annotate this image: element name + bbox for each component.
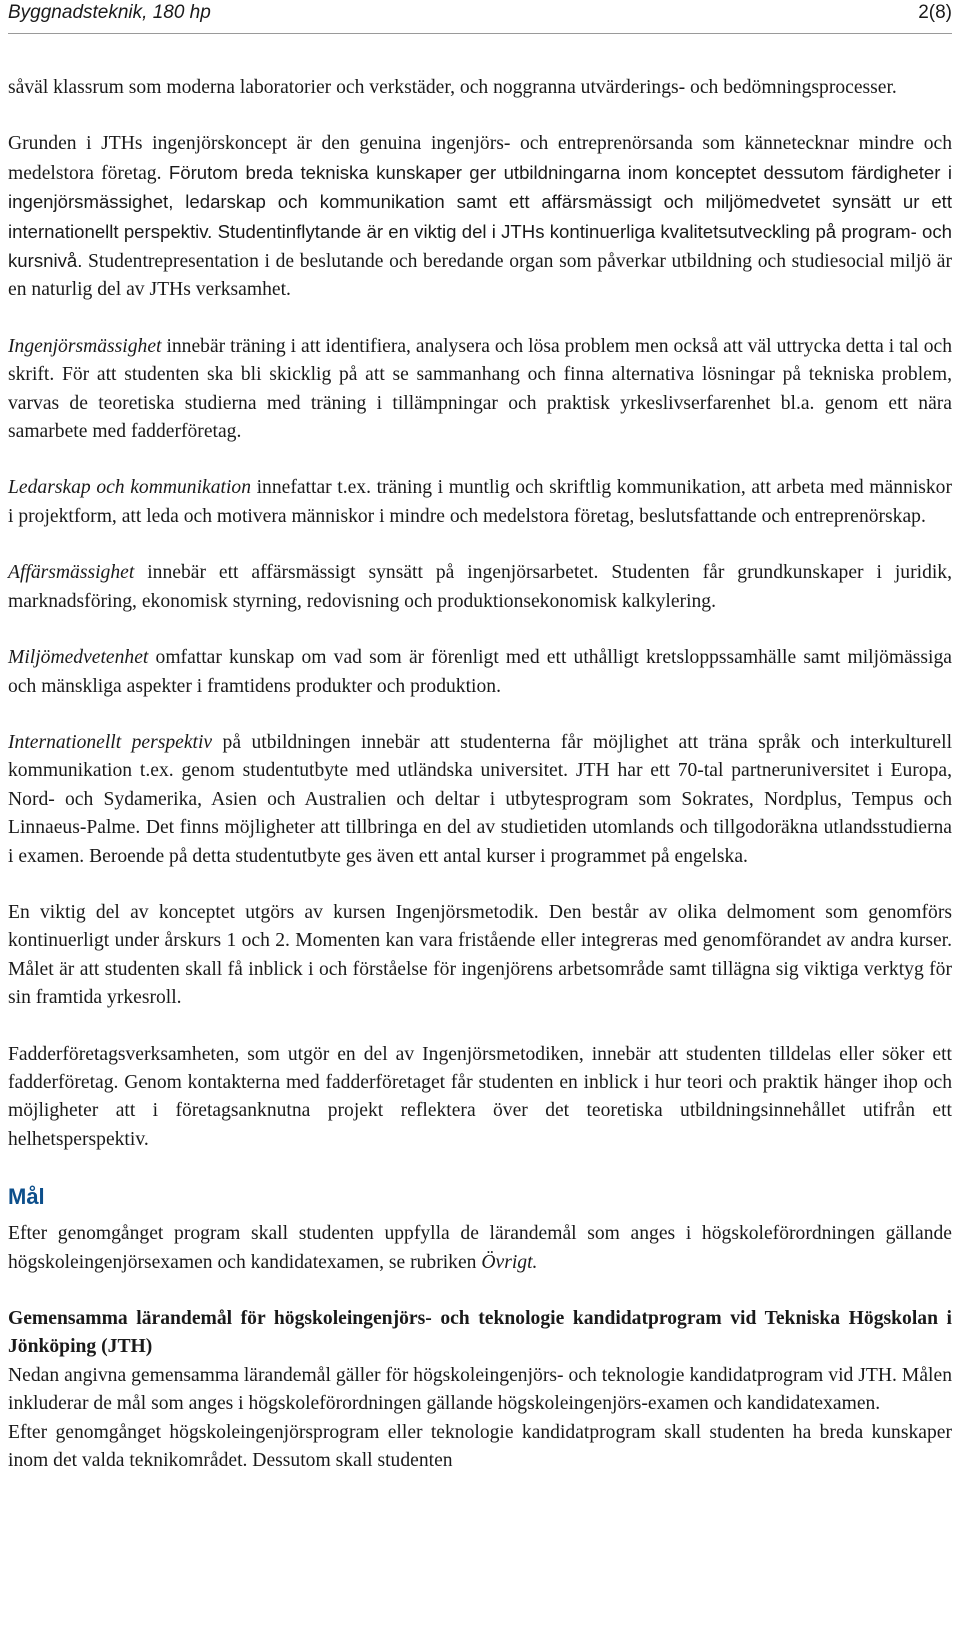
term-ledarskap: Ledarskap och kommunikation [8,477,252,499]
paragraph-affarsmassighet [8,559,952,616]
paragraph-text: innebär ett affärsmässigt synsätt på ingenjörsarbetet. Studenten får grundkunskaper i juridik, marknadsföring, ekonomisk styrning, redovisning och produktionsekonomisk kalkylering. [8,562,952,612]
paragraph-text: på utbildningen innebär att studenterna får möjlighet att träna språk och interkulturell kommunikation t.ex. genom studentutbyte med utländska universitet. JTH har ett 70-tal partneruniversitet i Europa, Nord- och Sydamerika, Asien och Australien och deltar i utbytesprogram som Sokrates, Nordplus, Tempus och Linnaeus-Palme. Det finns möjligheter att tillbringa en del av studietiden utomlands och tillgodoräkna utlandsstudierna i examen. Beroende på detta studentutbyte ges även ett antal kurser i programmet på engelska. [8,731,953,867]
paragraph-text: innebär träning i att identifiera, analysera och lösa problem men också att väl uttrycka detta i tal och skrift. För att studenten ska bli skicklig på att se sammanhang och finna alternativa lösningar på tekniska problem, varvas de teoretiska studierna med träning i tillämpningar och praktisk yrkeslivserfarenhet bl.a. genom ett nära samarbete med fadderföretag. [8,335,952,443]
paragraph-text: innefattar t.ex. träning i muntlig och skriftlig kommunikation, att arbeta med människor i projektform, att leda och motivera människor i mindre och medelstora företag, beslutsfattande och entreprenörskap. [8,477,953,527]
paragraph-ledarskap [8,474,952,531]
paragraph-ingenjorsmetodik [8,899,952,1013]
subheading-gemensamma-larandemal: Gemensamma lärandemål för högskoleingenjörs- och teknologie kandidatprogram vid Tekniska Högskolan i Jönköping (JTH) [8,1308,952,1358]
term-ovrigt: Övrigt. [481,1251,538,1273]
document-body [8,74,952,1475]
paragraph-internationellt [8,729,952,871]
paragraph-intro [8,74,952,102]
paragraph-miljomedvetenhet [8,644,952,701]
paragraph-concept [8,130,952,304]
page-number: 2(8) [918,2,952,23]
term-ingenjorsmassighet: Ingenjörsmässighet [8,335,162,357]
term-affarsmassighet: Affärsmässighet [8,562,135,584]
document-page [8,0,953,1472]
paragraph-larandemal-continued [8,1419,952,1476]
paragraph-larandemal [8,1362,952,1419]
paragraph-text: Efter genomgånget program skall studenten uppfylla de lärandemål som anges i högskoleförordningen gällande högskoleingenjörsexamen och kandidatexamen, se rubriken [8,1223,952,1273]
program-title: Byggnadsteknik, 180 hp [8,2,211,23]
paragraph-text: En viktig del av konceptet utgörs av kursen Ingenjörsmetodik. Den består av olika delmoment som genomförs kontinuerligt under årskurs 1 och 2. Momenten kan vara fristående eller integreras med genomförandet av andra kurser. Målet är att studenten skall få inblick i och förståelse för ingenjörens arbetsområde samt tillägna sig viktiga verktyg för sin framtida yrkesroll. [8,901,952,1009]
term-internationellt: Internationellt perspektiv [8,731,213,753]
paragraph-text: Nedan angivna gemensamma lärandemål gäller för högskoleingenjörs- och teknologie kandidatprogram vid JTH. Målen inkluderar de mål som anges i högskoleförordningen gällande högskoleingenjörs-examen och kandidatexamen. [8,1364,952,1415]
paragraph-mal-intro [8,1220,952,1277]
paragraph-ingenjorsmassighet [8,333,952,447]
paragraph-text: omfattar kunskap om vad som är förenligt med ett uthålligt kretsloppssamhälle samt miljömässiga och mänskliga aspekter i framtidens produkter och produktion. [8,647,952,697]
paragraph-text: Efter genomgånget högskoleingenjörsprogram eller teknologie kandidatprogram skall studenten ha breda kunskaper inom det valda teknikområdet. Dessutom skall studenten [8,1421,952,1472]
paragraph-text: Studentrepresentation i de beslutande och beredande organ som påverkar utbildning och studiesocial miljö är en naturlig del av JTHs verksamhet. [8,251,952,301]
section-heading-mal: Mål [8,1184,45,1210]
paragraph-text: såväl klassrum som moderna laboratorier och verkstäder, och noggranna utvärderings- och bedömningsprocesser. [8,77,897,98]
paragraph-fadderforetag [8,1041,952,1155]
paragraph-text: Fadderföretagsverksamheten, som utgör en del av Ingenjörsmetodiken, innebär att studenten tilldelas eller söker ett fadderföretag. Genom kontakterna med fadderföretaget får studenten en inblick i hur teori och praktik hänger ihop och möjligheter att i företagsanknutna projekt reflektera över det teoretiska utbildningsinnehållet utifrån ett helhetsperspektiv. [8,1043,952,1150]
paragraph-text: Grunden i JTHs ingenjörskoncept är den genuina ingenjörs- och entreprenörsanda som kännetecknar mindre och medelstora företag. [8,133,952,184]
page-header [8,0,952,34]
paragraph-text: Förutom breda tekniska kunskaper ger utbildningarna inom konceptet dessutom färdigheter i ingenjörsmässighet, ledarskap och kommunikation samt ett affärsmässigt och miljömedvetet synsätt ur ett internationellt perspektiv. Studentinflytande är en viktig del i JTHs kontinuerliga kvalitetsutveckling på program- och kursnivå. [8,161,952,272]
term-miljomedvetenhet: Miljömedvetenhet [8,647,149,669]
